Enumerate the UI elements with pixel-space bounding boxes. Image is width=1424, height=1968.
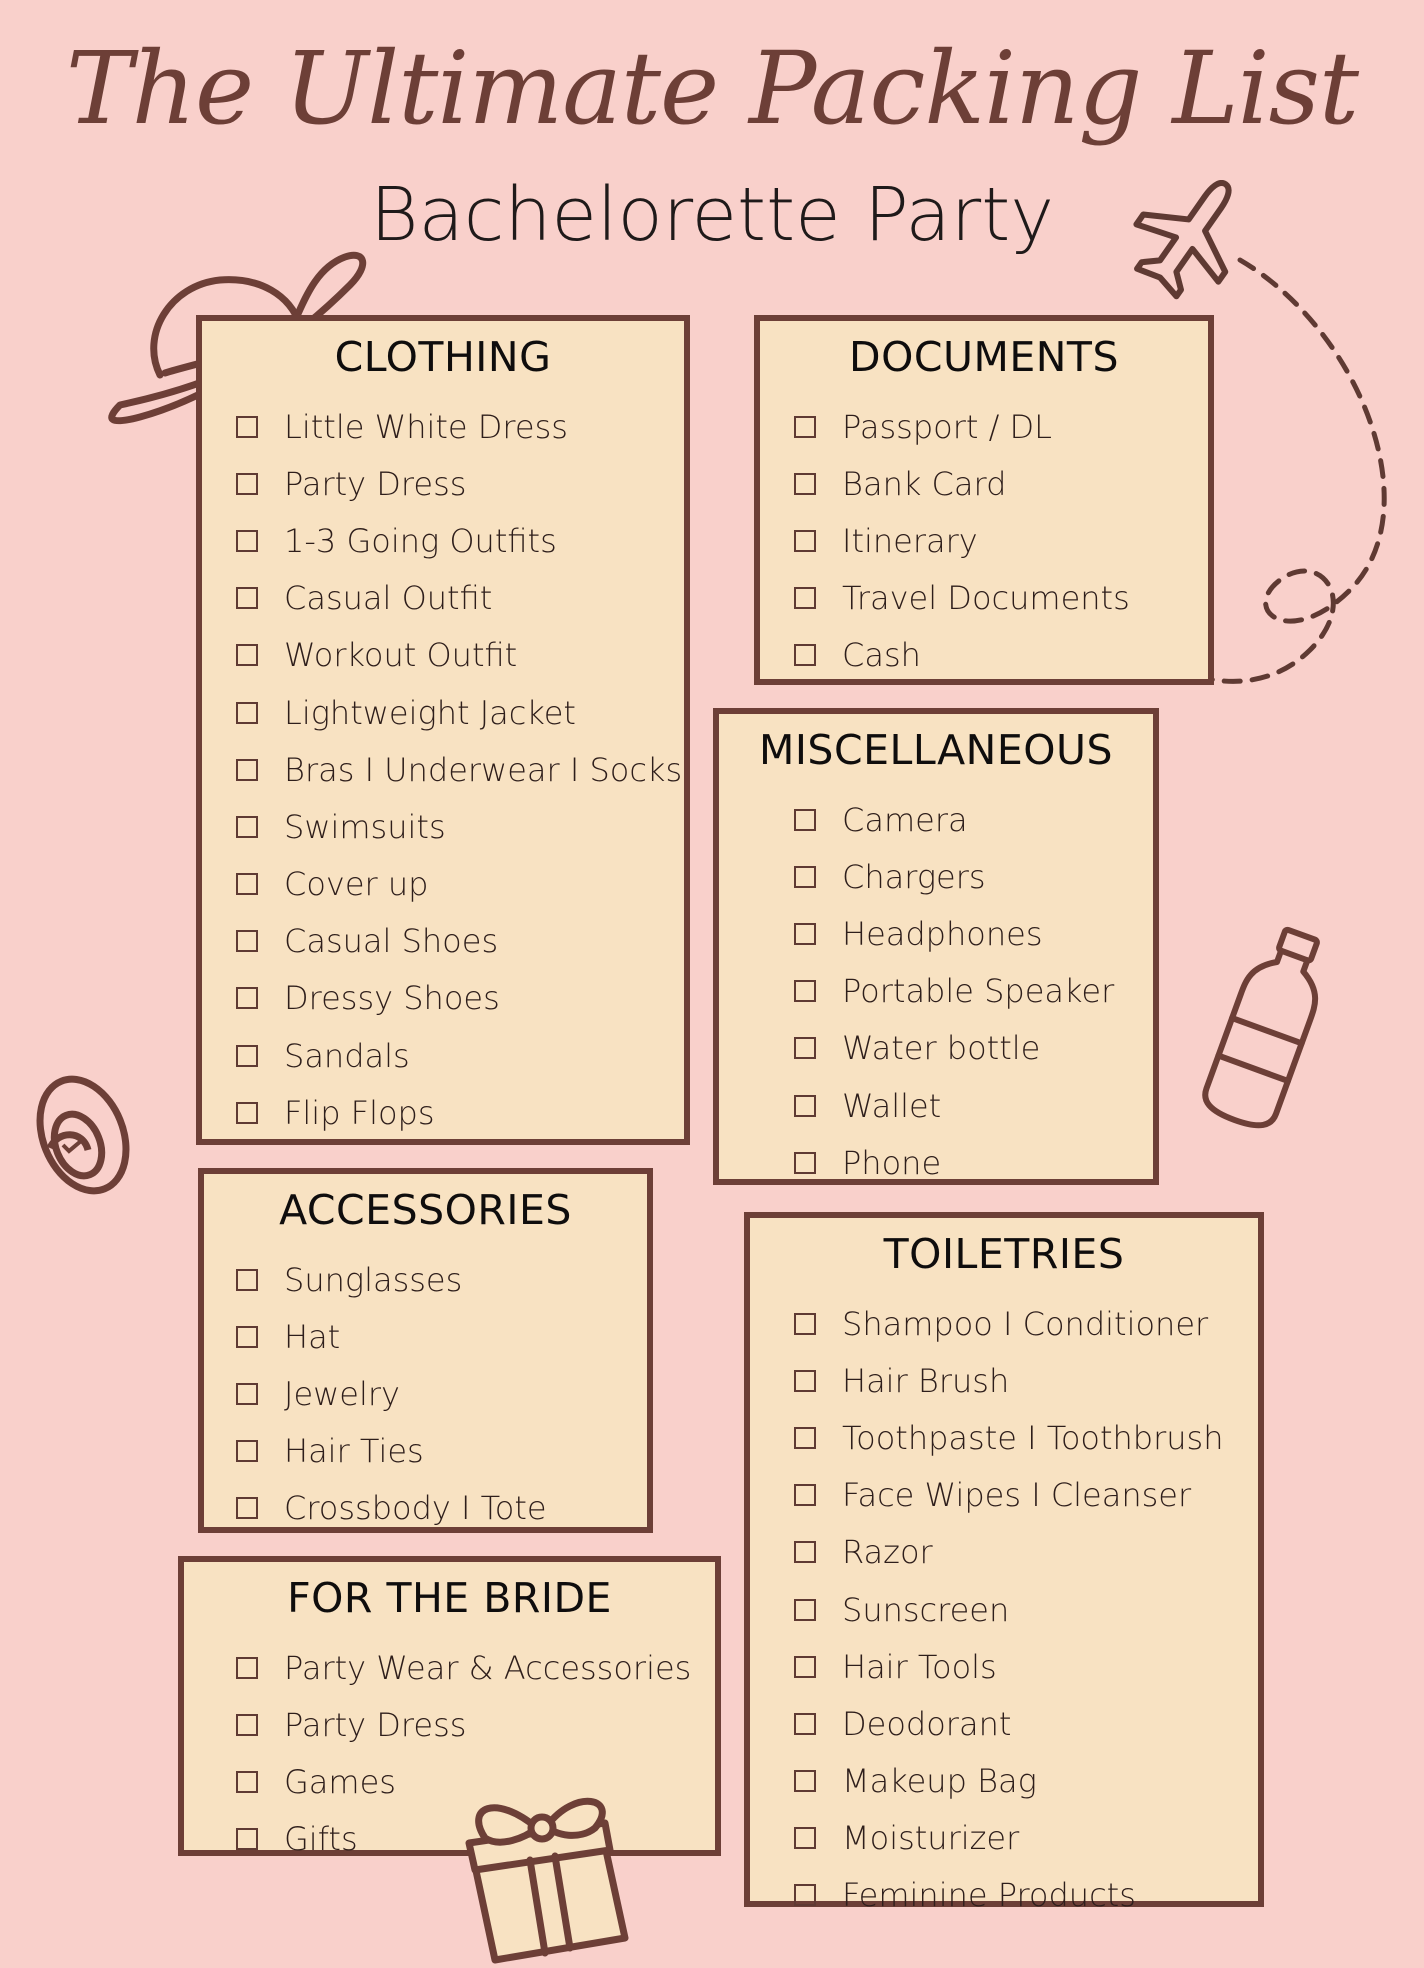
checkbox[interactable]	[236, 816, 258, 838]
checklist-item-sandals	[236, 1027, 682, 1084]
checklist-item-label: Sunscreen	[842, 1590, 1010, 1629]
checklist-item-label: Casual Shoes	[284, 922, 499, 961]
checklist-item-cash	[794, 627, 1130, 684]
checklist-item-sunglasses	[236, 1251, 547, 1308]
checkbox[interactable]	[236, 1102, 258, 1124]
checklist-item-label: Games	[284, 1762, 396, 1801]
toiletries-heading: TOILETRIES	[883, 1230, 1125, 1278]
checklist-item-bank-card	[794, 455, 1130, 512]
water-bottle-icon	[1195, 920, 1335, 1140]
accessories-list	[236, 1251, 547, 1537]
checkbox[interactable]	[794, 866, 816, 888]
checklist-item-casual-outfit	[236, 570, 682, 627]
clothing-section	[196, 315, 690, 1145]
checkbox[interactable]	[794, 644, 816, 666]
checklist-item-label: Hair Ties	[284, 1432, 424, 1471]
checklist-item-label: Wallet	[842, 1086, 942, 1125]
checklist-item-label: Workout Outfit	[284, 636, 518, 675]
checklist-item-hair-brush	[794, 1352, 1224, 1409]
checklist-item-water-bottle	[794, 1020, 1114, 1077]
checklist-item-label: Hat	[284, 1317, 341, 1356]
checklist-item-label: Flip Flops	[284, 1093, 435, 1132]
checklist-item-label: Hair Brush	[842, 1361, 1010, 1400]
checklist-item-wallet	[794, 1077, 1114, 1134]
checklist-item-bras-i-underwear-i-socks	[236, 741, 682, 798]
checklist-item-hat	[236, 1308, 547, 1365]
bride-heading: FOR THE BRIDE	[287, 1574, 612, 1622]
checkbox[interactable]	[236, 1269, 258, 1291]
checkbox[interactable]	[236, 1714, 258, 1736]
checklist-item-shampoo-i-conditioner	[794, 1295, 1224, 1352]
checklist-item-sunscreen	[794, 1581, 1224, 1638]
checkbox[interactable]	[794, 416, 816, 438]
checklist-item-label: 1-3 Going Outfits	[284, 521, 557, 560]
checkbox[interactable]	[794, 809, 816, 831]
checkbox[interactable]	[236, 1657, 258, 1679]
checkbox[interactable]	[236, 644, 258, 666]
checklist-item-label: Crossbody I Tote	[284, 1489, 547, 1528]
checklist-item-label: Party Dress	[284, 464, 467, 503]
gift-icon	[455, 1788, 635, 1968]
checklist-item-lightweight-jacket	[236, 684, 682, 741]
checklist-item-phone	[794, 1134, 1114, 1191]
checklist-item-workout-outfit	[236, 627, 682, 684]
checkbox[interactable]	[236, 1828, 258, 1850]
bride-section	[178, 1556, 721, 1859]
checklist-item-dressy-shoes	[236, 970, 682, 1027]
checkbox[interactable]	[794, 1427, 816, 1449]
checkbox[interactable]	[794, 1713, 816, 1735]
checklist-item-label: Headphones	[842, 914, 1043, 953]
checklist-item-feminine-products	[794, 1867, 1224, 1924]
checklist-item-label: Sandals	[284, 1036, 410, 1075]
checkbox[interactable]	[794, 1827, 816, 1849]
checklist-item-1-3-going-outfits	[236, 512, 682, 569]
checklist-item-label: Itinerary	[842, 521, 978, 560]
documents-list	[794, 398, 1130, 684]
checklist-item-label: Party Wear & Accessories	[284, 1648, 692, 1687]
checkbox[interactable]	[794, 1884, 816, 1906]
ring-icon	[28, 1070, 138, 1210]
checklist-item-label: Sunglasses	[284, 1260, 463, 1299]
checklist-item-deodorant	[794, 1695, 1224, 1752]
checklist-item-cover-up	[236, 856, 682, 913]
checklist-item-label: Shampoo I Conditioner	[842, 1304, 1209, 1343]
checklist-item-label: Jewelry	[284, 1374, 400, 1413]
checklist-item-chargers	[794, 848, 1114, 905]
checklist-item-label: Lightweight Jacket	[284, 693, 576, 732]
checklist-item-camera	[794, 791, 1114, 848]
checkbox[interactable]	[236, 473, 258, 495]
checkbox[interactable]	[236, 1383, 258, 1405]
checklist-item-portable-speaker	[794, 963, 1114, 1020]
clothing-list	[236, 398, 682, 1141]
checkbox[interactable]	[794, 1095, 816, 1117]
checklist-item-crossbody-i-tote	[236, 1480, 547, 1537]
checklist-item-label: Bank Card	[842, 464, 1007, 503]
checklist-item-label: Razor	[842, 1533, 933, 1572]
checklist-item-label: Feminine Products	[842, 1876, 1136, 1915]
checklist-item-label: Dressy Shoes	[284, 979, 500, 1018]
checklist-item-casual-shoes	[236, 913, 682, 970]
checklist-item-itinerary	[794, 512, 1130, 569]
checklist-item-label: Little White Dress	[284, 407, 568, 446]
checkbox[interactable]	[794, 923, 816, 945]
checkbox[interactable]	[236, 1440, 258, 1462]
checklist-item-passport-dl	[794, 398, 1130, 455]
checkbox[interactable]	[236, 1497, 258, 1519]
checkbox[interactable]	[794, 1656, 816, 1678]
checklist-item-label: Makeup Bag	[842, 1762, 1037, 1801]
checkbox[interactable]	[794, 587, 816, 609]
checklist-item-party-dress	[236, 455, 682, 512]
checkbox[interactable]	[236, 1771, 258, 1793]
checklist-item-label: Face Wipes I Cleanser	[842, 1476, 1192, 1515]
checkbox[interactable]	[236, 530, 258, 552]
checkbox[interactable]	[236, 987, 258, 1009]
checklist-item-moisturizer	[794, 1810, 1224, 1867]
checklist-item-label: Gifts	[284, 1820, 358, 1859]
checklist-item-party-dress	[236, 1696, 691, 1753]
checkbox[interactable]	[236, 930, 258, 952]
checklist-item-label: Travel Documents	[842, 579, 1130, 618]
checkbox[interactable]	[794, 1770, 816, 1792]
checklist-item-travel-documents	[794, 570, 1130, 627]
checklist-item-hair-ties	[236, 1423, 547, 1480]
checklist-item-label: Deodorant	[842, 1704, 1012, 1743]
checklist-item-label: Cover up	[284, 865, 429, 904]
checklist-item-headphones	[794, 905, 1114, 962]
checklist-item-makeup-bag	[794, 1753, 1224, 1810]
checklist-item-label: Phone	[842, 1143, 942, 1182]
checklist-item-face-wipes-i-cleanser	[794, 1467, 1224, 1524]
documents-heading: DOCUMENTS	[849, 333, 1119, 381]
checkbox[interactable]	[794, 530, 816, 552]
accessories-heading: ACCESSORIES	[279, 1186, 572, 1234]
checklist-item-label: Party Dress	[284, 1705, 467, 1744]
checklist-item-label: Portable Speaker	[842, 972, 1115, 1011]
clothing-heading: CLOTHING	[334, 333, 552, 381]
checklist-item-jewelry	[236, 1365, 547, 1422]
checklist-item-little-white-dress	[236, 398, 682, 455]
checklist-item-label: Swimsuits	[284, 807, 446, 846]
checkbox[interactable]	[794, 1037, 816, 1059]
checklist-item-label: Water bottle	[842, 1029, 1041, 1068]
checklist-item-hair-tools	[794, 1638, 1224, 1695]
page-subtitle: Bachelorette Party	[369, 172, 1055, 258]
checklist-item-label: Casual Outfit	[284, 579, 493, 618]
checklist-item-label: Bras I Underwear I Socks	[284, 750, 683, 789]
checkbox[interactable]	[236, 873, 258, 895]
checkbox[interactable]	[794, 1370, 816, 1392]
checklist-item-razor	[794, 1524, 1224, 1581]
page-title: The Ultimate Packing List	[65, 30, 1359, 147]
miscellaneous-heading: MISCELLANEOUS	[758, 726, 1114, 774]
checklist-item-swimsuits	[236, 798, 682, 855]
accessories-section	[198, 1168, 653, 1533]
checkbox[interactable]	[794, 1152, 816, 1174]
checklist-item-toothpaste-i-toothbrush	[794, 1409, 1224, 1466]
checkbox[interactable]	[794, 473, 816, 495]
checklist-item-label: Cash	[842, 636, 921, 675]
checkbox[interactable]	[236, 759, 258, 781]
checkbox[interactable]	[236, 416, 258, 438]
checklist-item-label: Chargers	[842, 857, 986, 896]
checklist-item-label: Camera	[842, 800, 968, 839]
checklist-item-flip-flops	[236, 1084, 682, 1141]
checklist-item-label: Toothpaste I Toothbrush	[842, 1418, 1224, 1457]
checkbox[interactable]	[236, 702, 258, 724]
checkbox[interactable]	[794, 1484, 816, 1506]
toiletries-list	[794, 1295, 1224, 1924]
checklist-item-party-wear-accessories	[236, 1639, 691, 1696]
documents-section	[754, 315, 1214, 685]
checklist-item-label: Moisturizer	[842, 1819, 1020, 1858]
checkbox[interactable]	[794, 1599, 816, 1621]
checkbox[interactable]	[794, 980, 816, 1002]
checkbox[interactable]	[236, 1045, 258, 1067]
miscellaneous-list	[794, 791, 1114, 1191]
toiletries-section	[744, 1212, 1264, 1915]
checkbox[interactable]	[236, 1326, 258, 1348]
checkbox[interactable]	[794, 1313, 816, 1335]
miscellaneous-section	[713, 708, 1159, 1185]
checkbox[interactable]	[794, 1541, 816, 1563]
checklist-item-label: Passport / DL	[842, 407, 1052, 446]
checklist-item-label: Hair Tools	[842, 1647, 997, 1686]
checkbox[interactable]	[236, 587, 258, 609]
